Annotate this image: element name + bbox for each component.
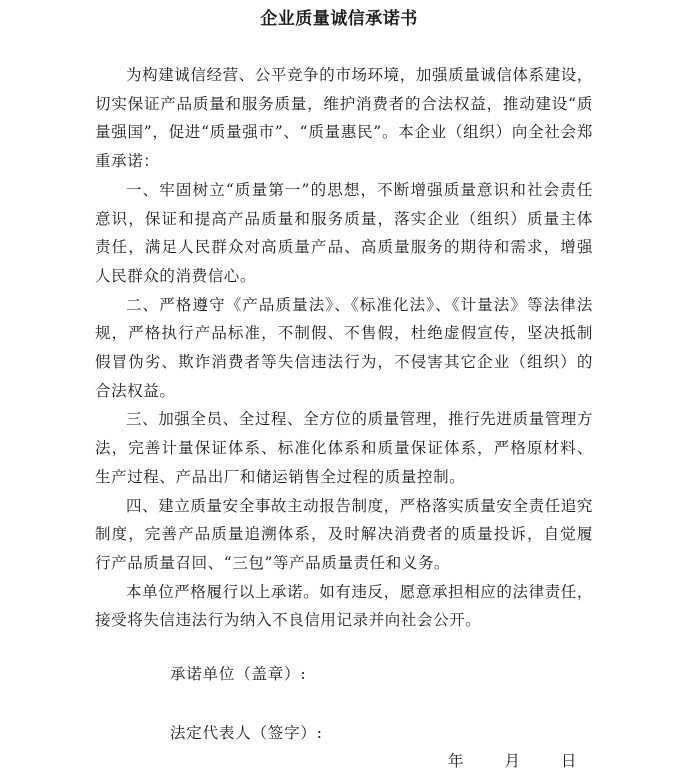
signature-unit-label: 承诺单位（盖章）: <box>170 665 307 683</box>
commitment-paragraph-3: 三、加强全员、全过程、全方位的质量管理，推行先进质量管理方法，完善计量保证体系、标准化体系和质量保证体系，严格原材料、生产过程、产品出厂和储运销售全过程的质量控制。 <box>95 410 593 486</box>
document-body <box>95 61 593 635</box>
intro-paragraph: 为构建诚信经营、公平竞争的市场环境，加强质量诚信体系建设，切实保证产品质量和服务质量，维护消费者的合法权益，推动建设“质量强国”，促进“质量强市”、“质量惠民”。本企业（组织）向全社会郑重承诺： <box>95 66 593 171</box>
document-title: 企业质量诚信承诺书 <box>260 9 418 29</box>
date-day-label: 日 <box>560 752 577 770</box>
commitment-paragraph-2: 二、严格遵守《产品质量法》、《标准化法》、《计量法》等法律法规，严格执行产品标准，不制假、不售假，杜绝虚假宣传，坚决抵制假冒伪劣、欺诈消费者等失信违法行为，不侵害其它企业（组织）的合法权益。 <box>95 295 593 400</box>
signature-date <box>440 750 576 772</box>
closing-paragraph: 本单位严格履行以上承诺。如有违反，愿意承担相应的法律责任，接受将失信违法行为纳入不良信用记录并向社会公开。 <box>95 582 593 630</box>
signature-representative-label: 法定代表人（签字）: <box>170 724 323 742</box>
date-year-label: 年 <box>448 752 464 770</box>
commitment-paragraph-1: 一、牢固树立“质量第一”的思想，不断增强质量意识和社会责任意识，保证和提高产品质量和服务质量，落实企业（组织）质量主体责任，满足人民群众对高质量产品、高质量服务的期待和需求，增强人民群众的消费信心。 <box>95 180 593 285</box>
commitment-paragraph-4: 四、建立质量安全事故主动报告制度，严格落实质量安全责任追究制度，完善产品质量追溯体系，及时解决消费者的质量投诉，自觉履行产品质量召回、“三包”等产品质量责任和义务。 <box>95 496 593 572</box>
date-month-label: 月 <box>504 752 520 770</box>
